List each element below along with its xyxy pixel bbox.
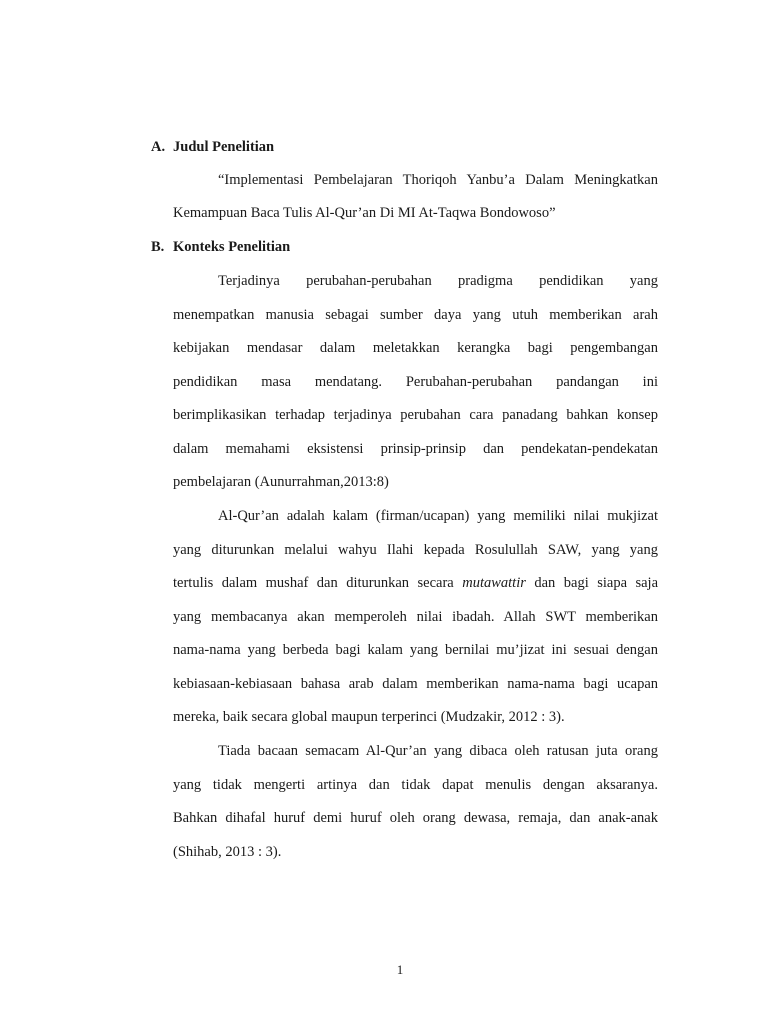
paragraph-2: [173, 506, 658, 741]
research-title-line: “Implementasi Pembelajaran Thoriqoh Yanbu’a Dalam Meningkatkan: [218, 172, 658, 188]
italic-term: mutawattir: [462, 575, 526, 591]
section-a-heading: [151, 138, 274, 156]
paragraph-line: Tiada bacaan semacam Al-Qur’an yang dibaca oleh ratusan juta orang: [218, 743, 658, 759]
section-a-letter: A.: [151, 139, 166, 155]
research-title-line: Kemampuan Baca Tulis Al-Qur’an Di MI At-Taqwa Bondowoso”: [173, 205, 556, 221]
paragraph-3: [173, 741, 658, 875]
paragraph-line: mereka, baik secara global maupun terperinci (Mudzakir, 2012 : 3).: [173, 709, 565, 725]
paragraph-line: Bahkan dihafal huruf demi huruf oleh orang dewasa, remaja, dan anak-anak: [173, 810, 658, 826]
paragraph-line: pembelajaran (Aunurrahman,2013:8): [173, 474, 389, 490]
paragraph-line: yang tidak mengerti artinya dan tidak dapat menulis dengan aksaranya.: [173, 776, 658, 793]
paragraph-1: [173, 271, 658, 506]
paragraph-line: yang membacanya akan memperoleh nilai ibadah. Allah SWT memberikan: [173, 608, 658, 625]
paragraph-line: (Shihab, 2013 : 3).: [173, 843, 282, 860]
paragraph-line: Terjadinya perubahan-perubahan pradigma pendidikan yang: [218, 273, 658, 289]
paragraph-line: nama-nama yang berbeda bagi kalam yang bernilai mu’jizat ini sesuai dengan: [173, 642, 658, 658]
section-a-title: Judul Penelitian: [173, 139, 275, 155]
paragraph-line: berimplikasikan terhadap terjadinya perubahan cara panadang bahkan konsep: [173, 407, 658, 423]
paragraph-line: dalam memahami eksistensi prinsip-prinsip dan pendekatan-pendekatan: [173, 440, 658, 457]
paragraph-line: kebijakan mendasar dalam meletakkan kerangka bagi pengembangan: [173, 340, 658, 356]
research-title-block: [173, 170, 658, 236]
paragraph-text: tertulis dalam mushaf dan diturunkan secara: [173, 575, 454, 591]
paragraph-text: dan bagi siapa saja: [534, 575, 658, 591]
paragraph-line: kebiasaan-kebiasaan bahasa arab dalam memberikan nama-nama bagi ucapan: [173, 675, 658, 692]
paragraph-line: pendidikan masa mendatang. Perubahan-perubahan pandangan ini: [173, 373, 658, 390]
section-b-heading: [151, 238, 290, 256]
paragraph-line-with-italic: [173, 573, 658, 607]
paragraph-line: menempatkan manusia sebagai sumber daya yang utuh memberikan arah: [173, 306, 658, 323]
section-b-title: Konteks Penelitian: [173, 239, 291, 255]
page-number: 1: [396, 962, 404, 977]
paragraph-line: yang diturunkan melalui wahyu Ilahi kepada Rosulullah SAW, yang yang: [173, 541, 658, 558]
paragraph-line: Al-Qur’an adalah kalam (firman/ucapan) yang memiliki nilai mukjizat: [218, 508, 658, 524]
section-b-letter: B.: [151, 239, 165, 255]
